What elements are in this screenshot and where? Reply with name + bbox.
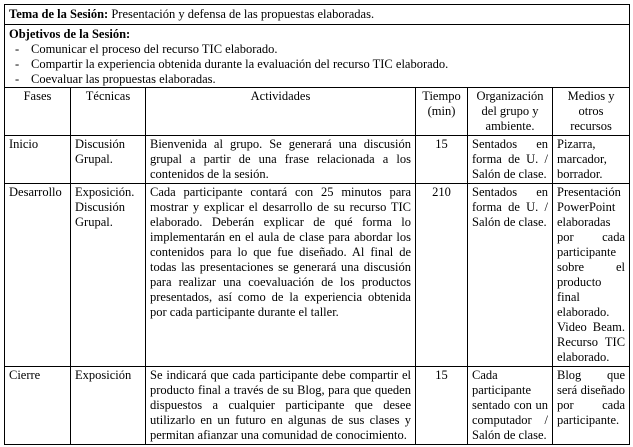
objetivos-list	[9, 42, 625, 87]
tecnicas-cell: Exposición	[71, 367, 146, 445]
objetivo-item: - Compartir la experiencia obtenida durante la evaluación del recurso TIC elaborado.	[9, 57, 625, 72]
column-header-tiempo: Tiempo (min)	[416, 88, 468, 136]
objetivos-cell	[5, 25, 630, 88]
tema-label: Tema de la Sesión:	[9, 7, 109, 21]
table-row-desarrollo	[5, 184, 630, 367]
tiempo-cell: 210	[416, 184, 468, 367]
actividades-cell: Cada participante contará con 25 minutos para mostrar y explicar el desarrollo de su recurso TIC elaborado. Deberán explicar de qué forma lo implementarán en el aula de clase para abordar los contenidos para lo que fue diseñado. Al final de todas las presentaciones se generará una discusión para realizar una coevaluación de los productos presentados, así como de la experiencia obtenida por cada participante durante el taller.	[146, 184, 416, 367]
table-header-row	[5, 88, 630, 136]
organizacion-cell: Sentados en forma de U. / Salón de clase.	[468, 136, 553, 184]
column-header-tecnicas: Técnicas	[71, 88, 146, 136]
tiempo-cell: 15	[416, 367, 468, 445]
actividades-cell: Se indicará que cada participante debe compartir el producto final a través de su Blog, para que queden dispuestos a cualquier participante que desee utilizarlo en un futuro en algunas de sus clases y permitan afianzar una comunidad de conocimiento.	[146, 367, 416, 445]
actividades-cell: Bienvenida al grupo. Se generará una discusión grupal a partir de una frase relacionada a los contenidos de la sesión.	[146, 136, 416, 184]
objetivo-item: - Coevaluar las propuestas elaboradas.	[9, 72, 625, 87]
objetivo-item: - Comunicar el proceso del recurso TIC elaborado.	[9, 42, 625, 57]
objetivos-label: Objetivos de la Sesión:	[9, 27, 131, 41]
fase-cell: Inicio	[5, 136, 71, 184]
fase-cell: Desarrollo	[5, 184, 71, 367]
column-header-medios: Medios y otros recursos	[553, 88, 630, 136]
column-header-actividades: Actividades	[146, 88, 416, 136]
column-header-fases: Fases	[5, 88, 71, 136]
tecnicas-cell: Discusión Grupal.	[71, 136, 146, 184]
organizacion-cell: Sentados en forma de U. / Salón de clase.	[468, 184, 553, 367]
tema-row	[5, 5, 630, 25]
session-plan-table	[4, 4, 630, 445]
table-row-cierre	[5, 367, 630, 445]
medios-cell: Blog que será diseñado por cada participante.	[553, 367, 630, 445]
session-plan-document	[4, 4, 629, 445]
organizacion-cell: Cada participante sentado con un computador / Salón de clase.	[468, 367, 553, 445]
tecnicas-cell: Exposición. Discusión Grupal.	[71, 184, 146, 367]
tiempo-cell: 15	[416, 136, 468, 184]
tema-cell	[5, 5, 630, 25]
fase-cell: Cierre	[5, 367, 71, 445]
medios-cell: Presentación PowerPoint elaboradas por cada participante sobre el producto final elaborado. Video Beam. Recurso TIC elaborado.	[553, 184, 630, 367]
tema-value: Presentación y defensa de las propuestas elaboradas.	[108, 7, 375, 21]
column-header-organizacion: Organización del grupo y ambiente.	[468, 88, 553, 136]
medios-cell: Pizarra, marcador, borrador.	[553, 136, 630, 184]
objetivos-row	[5, 25, 630, 88]
table-row-inicio	[5, 136, 630, 184]
